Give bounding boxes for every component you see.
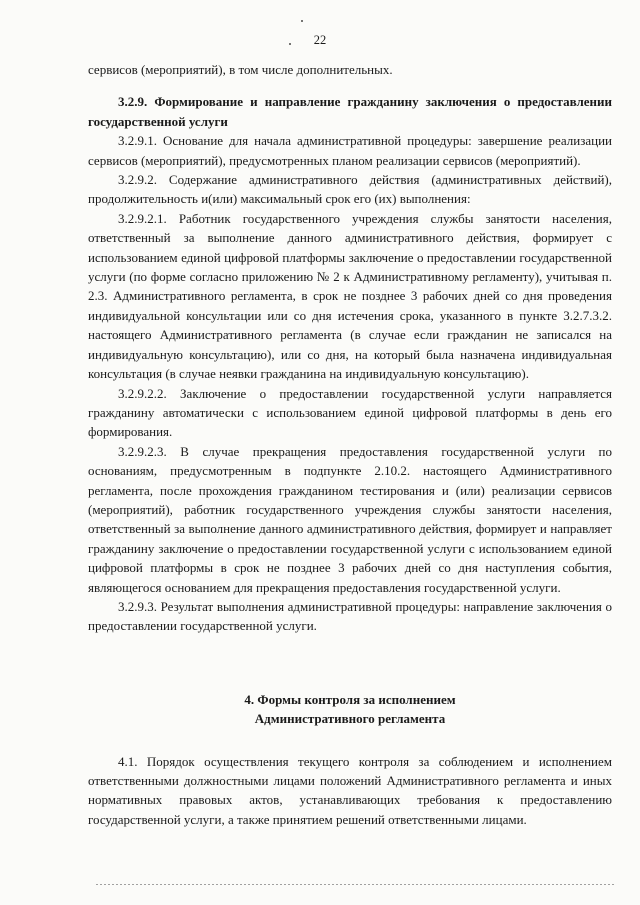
paragraph-3-2-9-2-1: 3.2.9.2.1. Работник государственного учреждения службы занятости населения, ответственный за выполнение данного административного действия, формирует с использованием единой цифровой платформы заключение о предоставлении государственной услуги (по форме согласно приложению № 2 к Административному регламенту), учитывая п. 2.3. Административного регламента, в срок не позднее 3 рабочих дней со дня проведения индивидуальной консультации или со дня истечения срока, указанного в пункте 3.2.7.3.2. настоящего Административного регламента (в случае если гражданин не записался на индивидуальную консультацию), или со дня, на который была назначена индивидуальная консультация (в случае неявки гражданина на индивидуальную консультацию). xyxy=(88,210,612,382)
paragraph-3-2-9-3: 3.2.9.3. Результат выполнения административной процедуры: направление заключения о предоставлении государственной услуги. xyxy=(88,598,612,634)
page-number: 22 xyxy=(313,33,327,47)
continuation-paragraph: сервисов (мероприятий), в том числе дополнительных. xyxy=(88,62,393,77)
section-heading xyxy=(88,690,612,729)
paragraph-3-2-9-2: 3.2.9.2. Содержание административного действия (административных действий), продолжительность и(или) максимальный срок его (их) выполнения: xyxy=(88,172,612,207)
scan-speck xyxy=(301,20,303,22)
paragraph-3-2-9-1: 3.2.9.1. Основание для начала административной процедуры: завершение реализации сервисов (мероприятий), предусмотренных планом реализации сервисов (мероприятий). xyxy=(88,133,612,168)
document-body xyxy=(88,60,612,829)
scan-artifact-line xyxy=(96,884,616,885)
paragraph-4-1: 4.1. Порядок осуществления текущего контроля за соблюдением и исполнением ответственными должностными лицами положений Административного регламента и иных нормативных правовых актов, устанавливающих требования к предоставлению государственной услуги, а также принятием решений ответственными лицами. xyxy=(88,753,612,827)
scan-speck xyxy=(289,43,291,45)
paragraph-3-2-9-2-3: 3.2.9.2.3. В случае прекращения предоставления государственной услуги по основаниям, предусмотренным в подпункте 2.10.2. настоящего Административного регламента, после прохождения гражданином тестирования и (или) реализации сервисов (мероприятий), работник государственного учреждения службы занятости населения, ответственный за выполнение данного административного действия, формирует и направляет гражданину заключение о предоставлении государственной услуги с использованием единой цифровой платформы в срок не позднее 3 рабочих дней со дня наступления события, являющегося основанием для прекращения предоставления государственной услуги. xyxy=(88,443,612,595)
subsection-heading: 3.2.9. Формирование и направление гражданину заключения о предоставлении государственной услуги xyxy=(88,94,612,129)
paragraph-3-2-9-2-2: 3.2.9.2.2. Заключение о предоставлении государственной услуги направляется гражданину автоматически с использованием единой цифровой платформы в день его формирования. xyxy=(88,385,612,440)
section-title-line-2: Административного регламента xyxy=(254,711,446,727)
section-title-line-1: 4. Формы контроля за исполнением xyxy=(244,691,456,707)
